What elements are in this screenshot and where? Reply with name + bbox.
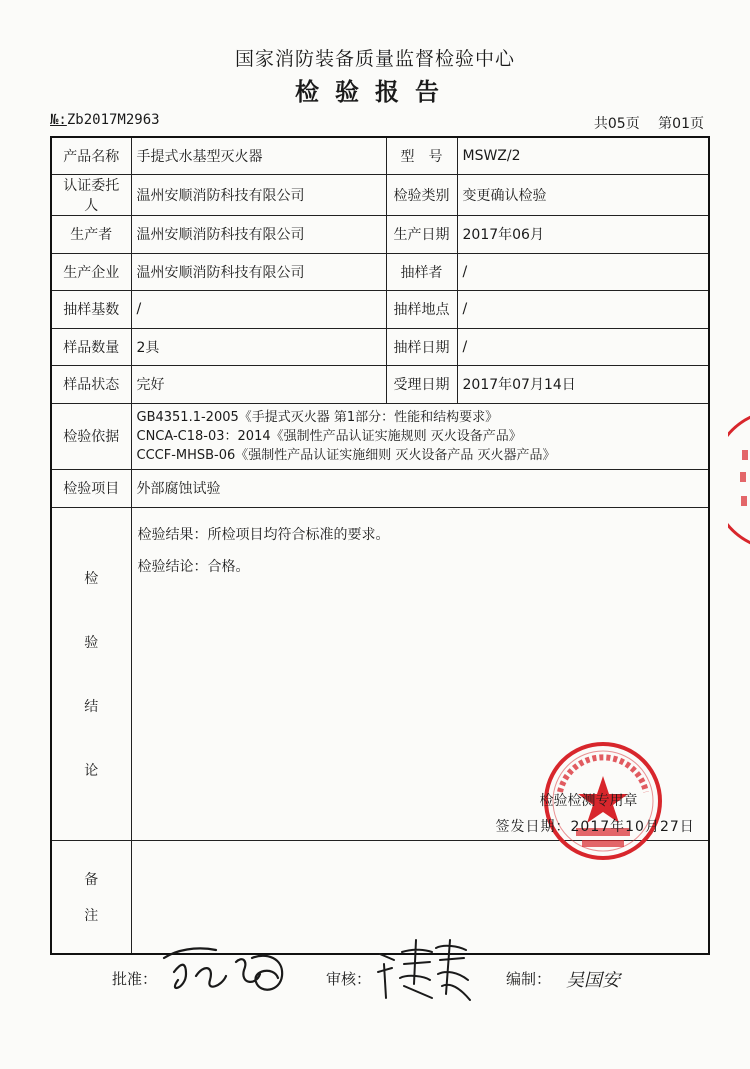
table-row: [51, 507, 709, 840]
conclusion-label-char: 验: [84, 634, 99, 651]
issue-date: 签发日期：2017年10月27日: [495, 818, 695, 835]
basis-label: 检验依据: [51, 403, 131, 469]
client-label: 认证委托人: [51, 175, 131, 216]
report-no-value: Zb2017M2963: [66, 112, 160, 128]
conclusion-label: [51, 507, 131, 840]
basis-line: CNCA-C18-03：2014《强制性产品认证实施规则 灭火设备产品》: [136, 428, 522, 444]
producer-label: 生产者: [51, 216, 131, 254]
basis-value: [131, 403, 709, 469]
producer-value: 温州安顺消防科技有限公司: [131, 216, 386, 254]
sample-base-label: 抽样基数: [51, 291, 131, 329]
table-row: [51, 253, 709, 291]
org-title: 国家消防装备质量监督检验中心: [234, 48, 515, 70]
sampling-place-label: 抽样地点: [386, 291, 457, 329]
review-label: 审核：: [326, 970, 372, 988]
remarks-label-char: 备: [84, 871, 99, 888]
conclusion-label-char: 检: [84, 570, 99, 587]
sampling-place-value: /: [457, 291, 709, 329]
table-row: [51, 137, 709, 175]
signature-row: [112, 958, 672, 1008]
approve-label: 批准：: [112, 970, 158, 988]
table-row: [51, 291, 709, 329]
report-table: [50, 136, 710, 955]
compile-label: 编制：: [506, 970, 552, 988]
conclusion-content: [131, 507, 709, 840]
client-value: 温州安顺消防科技有限公司: [131, 175, 386, 216]
sampler-label: 抽样者: [386, 253, 457, 291]
reviewer-signature-icon: [374, 934, 474, 1006]
product-name-value: 手提式水基型灭火器: [131, 137, 386, 175]
sample-qty-value: 2具: [131, 328, 386, 366]
basis-line: CCCF-MHSB-06《强制性产品认证实施细则 灭火设备产品 灭火器产品》: [136, 447, 556, 463]
sample-state-label: 样品状态: [51, 366, 131, 404]
sampling-date-value: /: [457, 328, 709, 366]
item-label: 检验项目: [51, 469, 131, 507]
table-row: [51, 403, 709, 469]
remarks-label: [51, 840, 131, 954]
sampler-value: /: [457, 253, 709, 291]
compiler-name: 吴国安: [566, 970, 620, 991]
sample-state-value: 完好: [131, 366, 386, 404]
conclusion-label-char: 论: [84, 762, 99, 779]
report-no-prefix: №:: [50, 112, 67, 128]
table-row: [51, 328, 709, 366]
production-date-label: 生产日期: [386, 216, 457, 254]
report-title: 检验报告: [295, 78, 455, 106]
model-value: MSWZ/2: [457, 137, 709, 175]
basis-line: GB4351.1-2005《手提式灭火器 第1部分：性能和结构要求》: [136, 409, 499, 425]
inspection-type-value: 变更确认检验: [457, 175, 709, 216]
test-verdict: 检验结论：合格。: [137, 558, 250, 575]
test-result: 检验结果：所检项目均符合标准的要求。: [137, 526, 390, 543]
table-row: [51, 175, 709, 216]
sample-qty-label: 样品数量: [51, 328, 131, 366]
model-label: 型 号: [386, 137, 457, 175]
page-info: [580, 113, 704, 133]
sampling-date-label: 抽样日期: [386, 328, 457, 366]
approver-signature-icon: [156, 936, 296, 1006]
acceptance-date-label: 受理日期: [386, 366, 457, 404]
remarks-label-char: 注: [84, 907, 99, 924]
edge-seal-icon: [728, 410, 750, 550]
item-value: 外部腐蚀试验: [131, 469, 709, 507]
manufacturer-label: 生产企业: [51, 253, 131, 291]
table-row: [51, 366, 709, 404]
acceptance-date-value: 2017年07月14日: [457, 366, 709, 404]
report-number: [50, 112, 160, 128]
product-name-label: 产品名称: [51, 137, 131, 175]
table-row: [51, 216, 709, 254]
manufacturer-value: 温州安顺消防科技有限公司: [131, 253, 386, 291]
stamp-label: 检验检测专用章: [539, 792, 638, 809]
production-date-value: 2017年06月: [457, 216, 709, 254]
conclusion-label-char: 结: [84, 698, 99, 715]
table-row: [51, 469, 709, 507]
inspection-type-label: 检验类别: [386, 175, 457, 216]
current-page: 第01页: [658, 116, 704, 132]
sample-base-value: /: [131, 291, 386, 329]
total-pages: 共05页: [593, 116, 640, 132]
